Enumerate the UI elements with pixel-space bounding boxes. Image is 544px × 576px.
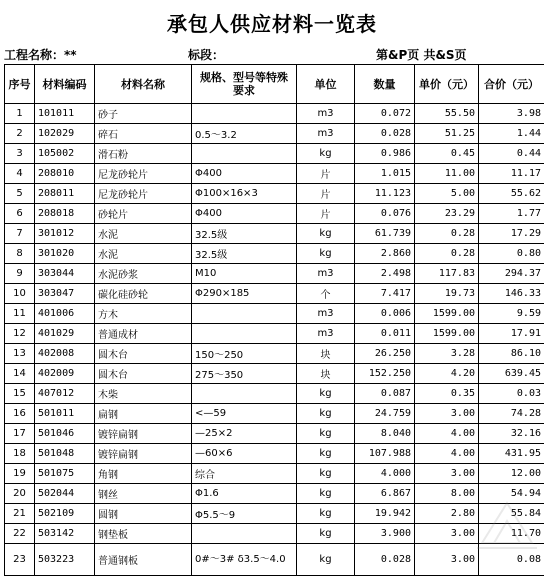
cell-name: 砂子 xyxy=(95,104,192,124)
cell-unit: kg xyxy=(297,444,355,464)
cell-quantity: 0.028 xyxy=(355,544,415,576)
cell-index: 14 xyxy=(5,364,35,384)
cell-total-price: 0.03 xyxy=(479,384,544,404)
cell-total-price: 55.62 xyxy=(479,184,544,204)
cell-unit: m3 xyxy=(297,104,355,124)
cell-name: 碎石 xyxy=(95,124,192,144)
cell-unit-price: 3.28 xyxy=(415,344,479,364)
cell-unit: kg xyxy=(297,484,355,504)
cell-spec: 0#～3# δ3.5～4.0 xyxy=(192,544,297,576)
cell-index: 13 xyxy=(5,344,35,364)
cell-code: 301020 xyxy=(35,244,95,264)
cell-code: 402008 xyxy=(35,344,95,364)
cell-quantity: 61.739 xyxy=(355,224,415,244)
materials-table xyxy=(4,64,544,576)
cell-unit: kg xyxy=(297,384,355,404)
cell-spec xyxy=(192,304,297,324)
cell-total-price: 86.10 xyxy=(479,344,544,364)
cell-quantity: 24.759 xyxy=(355,404,415,424)
cell-index: 19 xyxy=(5,464,35,484)
cell-index: 23 xyxy=(5,544,35,576)
cell-name: 水泥 xyxy=(95,224,192,244)
cell-index: 16 xyxy=(5,404,35,424)
cell-unit-price: 55.50 xyxy=(415,104,479,124)
cell-unit: 片 xyxy=(297,204,355,224)
cell-total-price: 17.91 xyxy=(479,324,544,344)
cell-spec: 综合 xyxy=(192,464,297,484)
cell-name: 木柴 xyxy=(95,384,192,404)
table-row xyxy=(5,284,544,304)
cell-unit-price: 0.28 xyxy=(415,244,479,264)
cell-total-price: 12.00 xyxy=(479,464,544,484)
cell-code: 401029 xyxy=(35,324,95,344)
cell-unit-price: 1599.00 xyxy=(415,324,479,344)
cell-unit: kg xyxy=(297,524,355,544)
cell-name: 圆钢 xyxy=(95,504,192,524)
cell-unit-price: 4.00 xyxy=(415,444,479,464)
cell-quantity: 0.011 xyxy=(355,324,415,344)
cell-quantity: 0.076 xyxy=(355,204,415,224)
page-title: 承包人供应材料一览表 xyxy=(0,8,544,37)
table-header-row xyxy=(5,65,544,104)
table-row xyxy=(5,264,544,284)
cell-code: 501075 xyxy=(35,464,95,484)
table-row xyxy=(5,364,544,384)
cell-quantity: 3.900 xyxy=(355,524,415,544)
cell-total-price: 0.44 xyxy=(479,144,544,164)
cell-name: 钢丝 xyxy=(95,484,192,504)
cell-index: 15 xyxy=(5,384,35,404)
cell-spec: Φ400 xyxy=(192,164,297,184)
cell-total-price: 146.33 xyxy=(479,284,544,304)
cell-name: 镀锌扁钢 xyxy=(95,424,192,444)
cell-name: 镀锌扁钢 xyxy=(95,444,192,464)
cell-unit: 块 xyxy=(297,344,355,364)
cell-name: 水泥 xyxy=(95,244,192,264)
cell-unit-price: 0.45 xyxy=(415,144,479,164)
cell-index: 22 xyxy=(5,524,35,544)
cell-quantity: 4.000 xyxy=(355,464,415,484)
cell-index: 7 xyxy=(5,224,35,244)
cell-code: 102029 xyxy=(35,124,95,144)
cell-unit-price: 4.00 xyxy=(415,424,479,444)
cell-index: 4 xyxy=(5,164,35,184)
cell-unit-price: 3.00 xyxy=(415,544,479,576)
cell-unit: kg xyxy=(297,504,355,524)
cell-name: 钢垫板 xyxy=(95,524,192,544)
cell-index: 10 xyxy=(5,284,35,304)
cell-unit-price: 4.20 xyxy=(415,364,479,384)
cell-total-price: 11.17 xyxy=(479,164,544,184)
cell-index: 2 xyxy=(5,124,35,144)
cell-unit-price: 3.00 xyxy=(415,464,479,484)
cell-index: 12 xyxy=(5,324,35,344)
cell-quantity: 6.867 xyxy=(355,484,415,504)
column-header-spec: 规格、型号等特殊要求 xyxy=(192,65,297,104)
cell-spec: <—59 xyxy=(192,404,297,424)
cell-spec: Φ1.6 xyxy=(192,484,297,504)
cell-quantity: 8.040 xyxy=(355,424,415,444)
cell-code: 208011 xyxy=(35,184,95,204)
cell-code: 301012 xyxy=(35,224,95,244)
cell-unit-price: 0.28 xyxy=(415,224,479,244)
cell-quantity: 11.123 xyxy=(355,184,415,204)
cell-quantity: 107.988 xyxy=(355,444,415,464)
cell-unit: 块 xyxy=(297,364,355,384)
cell-index: 9 xyxy=(5,264,35,284)
cell-spec: —60×6 xyxy=(192,444,297,464)
cell-spec: 0.5～3.2 xyxy=(192,124,297,144)
cell-spec: Φ290×185 xyxy=(192,284,297,304)
cell-spec: Φ400 xyxy=(192,204,297,224)
cell-total-price: 54.94 xyxy=(479,484,544,504)
cell-quantity: 0.006 xyxy=(355,304,415,324)
cell-name: 普通成材 xyxy=(95,324,192,344)
cell-total-price: 55.84 xyxy=(479,504,544,524)
table-row xyxy=(5,484,544,504)
cell-quantity: 26.250 xyxy=(355,344,415,364)
cell-code: 407012 xyxy=(35,384,95,404)
cell-code: 502109 xyxy=(35,504,95,524)
cell-spec: 32.5级 xyxy=(192,224,297,244)
cell-name: 水泥砂浆 xyxy=(95,264,192,284)
cell-spec: Φ5.5～9 xyxy=(192,504,297,524)
cell-spec xyxy=(192,144,297,164)
cell-unit: kg xyxy=(297,224,355,244)
cell-index: 21 xyxy=(5,504,35,524)
cell-quantity: 7.417 xyxy=(355,284,415,304)
cell-unit-price: 3.00 xyxy=(415,524,479,544)
cell-unit: kg xyxy=(297,544,355,576)
cell-total-price: 3.98 xyxy=(479,104,544,124)
cell-spec: —25×2 xyxy=(192,424,297,444)
cell-code: 303047 xyxy=(35,284,95,304)
cell-unit-price: 2.80 xyxy=(415,504,479,524)
cell-name: 圆木台 xyxy=(95,344,192,364)
cell-index: 6 xyxy=(5,204,35,224)
cell-quantity: 0.028 xyxy=(355,124,415,144)
cell-code: 401006 xyxy=(35,304,95,324)
column-header-index: 序号 xyxy=(5,65,35,104)
cell-spec xyxy=(192,104,297,124)
cell-code: 501011 xyxy=(35,404,95,424)
cell-quantity: 2.860 xyxy=(355,244,415,264)
cell-code: 208010 xyxy=(35,164,95,184)
cell-quantity: 0.072 xyxy=(355,104,415,124)
cell-quantity: 152.250 xyxy=(355,364,415,384)
cell-unit-price: 0.35 xyxy=(415,384,479,404)
column-header-unit-price: 单价（元） xyxy=(415,65,479,104)
cell-total-price: 1.77 xyxy=(479,204,544,224)
cell-total-price: 0.80 xyxy=(479,244,544,264)
cell-code: 208018 xyxy=(35,204,95,224)
cell-index: 20 xyxy=(5,484,35,504)
cell-unit: m3 xyxy=(297,264,355,284)
cell-name: 砂轮片 xyxy=(95,204,192,224)
cell-code: 502044 xyxy=(35,484,95,504)
cell-quantity: 2.498 xyxy=(355,264,415,284)
cell-index: 8 xyxy=(5,244,35,264)
column-header-total-price: 合价（元） xyxy=(479,65,544,104)
cell-unit-price: 51.25 xyxy=(415,124,479,144)
cell-total-price: 639.45 xyxy=(479,364,544,384)
cell-name: 碳化硅砂轮 xyxy=(95,284,192,304)
cell-total-price: 11.70 xyxy=(479,524,544,544)
table-row xyxy=(5,444,544,464)
cell-index: 18 xyxy=(5,444,35,464)
cell-index: 11 xyxy=(5,304,35,324)
table-row xyxy=(5,524,544,544)
cell-name: 方木 xyxy=(95,304,192,324)
cell-unit: 片 xyxy=(297,164,355,184)
cell-total-price: 9.59 xyxy=(479,304,544,324)
table-row xyxy=(5,404,544,424)
cell-code: 303044 xyxy=(35,264,95,284)
cell-index: 1 xyxy=(5,104,35,124)
cell-total-price: 0.08 xyxy=(479,544,544,576)
table-row xyxy=(5,344,544,364)
cell-quantity: 0.087 xyxy=(355,384,415,404)
cell-name: 普通钢板 xyxy=(95,544,192,576)
cell-name: 尼龙砂轮片 xyxy=(95,184,192,204)
table-row xyxy=(5,504,544,524)
cell-total-price: 1.44 xyxy=(479,124,544,144)
cell-total-price: 17.29 xyxy=(479,224,544,244)
section-label: 标段： xyxy=(188,46,224,63)
table-row xyxy=(5,224,544,244)
cell-total-price: 431.95 xyxy=(479,444,544,464)
table-row xyxy=(5,324,544,344)
cell-index: 5 xyxy=(5,184,35,204)
cell-code: 101011 xyxy=(35,104,95,124)
table-row xyxy=(5,304,544,324)
cell-code: 501048 xyxy=(35,444,95,464)
cell-unit: 片 xyxy=(297,184,355,204)
table-row xyxy=(5,104,544,124)
table-row xyxy=(5,244,544,264)
cell-code: 105002 xyxy=(35,144,95,164)
cell-spec: 150～250 xyxy=(192,344,297,364)
cell-unit: kg xyxy=(297,424,355,444)
cell-code: 501046 xyxy=(35,424,95,444)
page-number-label: 第&P页 共&S页 xyxy=(376,46,467,63)
cell-quantity: 19.942 xyxy=(355,504,415,524)
table-row xyxy=(5,424,544,444)
cell-name: 滑石粉 xyxy=(95,144,192,164)
cell-quantity: 1.015 xyxy=(355,164,415,184)
cell-quantity: 0.986 xyxy=(355,144,415,164)
cell-unit-price: 3.00 xyxy=(415,404,479,424)
cell-spec xyxy=(192,324,297,344)
cell-total-price: 32.16 xyxy=(479,424,544,444)
cell-spec: 275～350 xyxy=(192,364,297,384)
cell-name: 角钢 xyxy=(95,464,192,484)
cell-unit: kg xyxy=(297,244,355,264)
cell-unit: kg xyxy=(297,464,355,484)
cell-unit: kg xyxy=(297,404,355,424)
cell-name: 尼龙砂轮片 xyxy=(95,164,192,184)
cell-spec: 32.5级 xyxy=(192,244,297,264)
project-name-label: 工程名称：** xyxy=(4,46,77,63)
cell-unit-price: 8.00 xyxy=(415,484,479,504)
cell-spec: Φ100×16×3 xyxy=(192,184,297,204)
table-row xyxy=(5,144,544,164)
cell-total-price: 74.28 xyxy=(479,404,544,424)
cell-code: 402009 xyxy=(35,364,95,384)
cell-unit-price: 5.00 xyxy=(415,184,479,204)
table-row xyxy=(5,184,544,204)
cell-spec xyxy=(192,524,297,544)
cell-name: 扁钢 xyxy=(95,404,192,424)
cell-unit: m3 xyxy=(297,304,355,324)
cell-unit: m3 xyxy=(297,124,355,144)
cell-spec: M10 xyxy=(192,264,297,284)
cell-name: 圆木台 xyxy=(95,364,192,384)
cell-unit-price: 19.73 xyxy=(415,284,479,304)
table-row xyxy=(5,204,544,224)
cell-unit-price: 1599.00 xyxy=(415,304,479,324)
cell-index: 3 xyxy=(5,144,35,164)
cell-code: 503142 xyxy=(35,524,95,544)
column-header-code: 材料编码 xyxy=(35,65,95,104)
watermark-logo xyxy=(472,488,542,558)
cell-unit: 个 xyxy=(297,284,355,304)
table-row xyxy=(5,124,544,144)
cell-unit-price: 117.83 xyxy=(415,264,479,284)
column-header-name: 材料名称 xyxy=(95,65,192,104)
cell-unit: kg xyxy=(297,144,355,164)
cell-unit-price: 11.00 xyxy=(415,164,479,184)
cell-unit: m3 xyxy=(297,324,355,344)
cell-total-price: 294.37 xyxy=(479,264,544,284)
column-header-unit: 单位 xyxy=(297,65,355,104)
cell-code: 503223 xyxy=(35,544,95,576)
table-row xyxy=(5,464,544,484)
cell-spec xyxy=(192,384,297,404)
cell-unit-price: 23.29 xyxy=(415,204,479,224)
table-row xyxy=(5,164,544,184)
cell-index: 17 xyxy=(5,424,35,444)
column-header-quantity: 数量 xyxy=(355,65,415,104)
table-row xyxy=(5,384,544,404)
